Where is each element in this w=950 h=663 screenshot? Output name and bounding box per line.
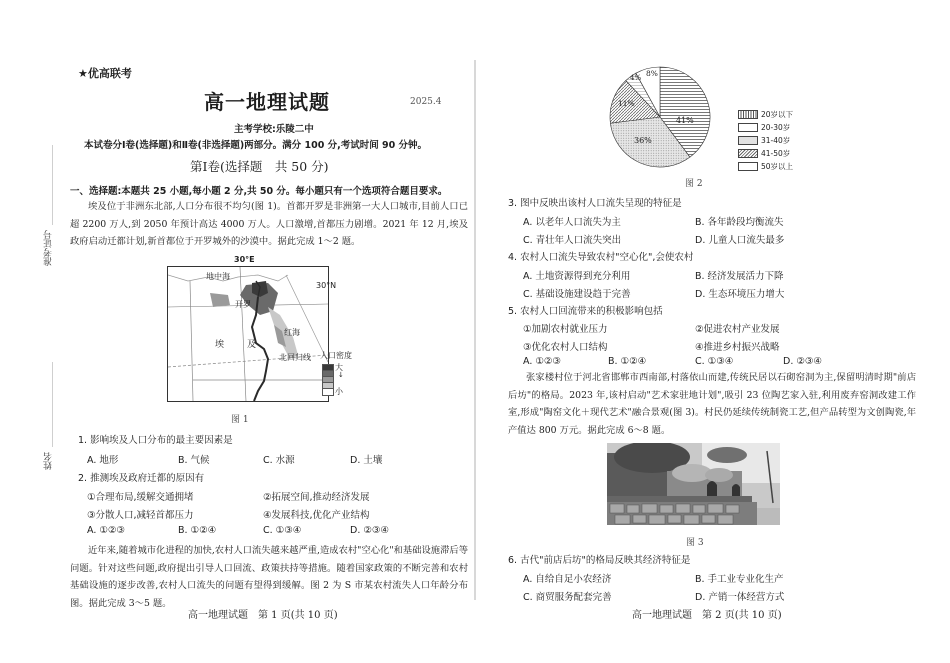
question-2: 2. 推测埃及政府迁都的原因有 xyxy=(78,473,205,484)
slice-label: 8% xyxy=(646,69,658,78)
legend-label: 31-40岁 xyxy=(761,136,791,145)
legend-item xyxy=(738,122,790,133)
legend-item xyxy=(738,109,793,120)
q5-item-4: ④推进乡村振兴战略 xyxy=(695,342,780,353)
q1-option-a[interactable]: A. 地形 xyxy=(87,455,119,466)
q1-option-b[interactable]: B. 气候 xyxy=(178,455,210,466)
map-label-egypt-2: 及 xyxy=(247,340,257,350)
q3-option-b[interactable]: B. 各年龄段均衡流失 xyxy=(695,217,784,228)
legend-swatch xyxy=(738,162,758,171)
q5-item-2: ②促进农村产业发展 xyxy=(695,324,780,335)
map-label-cairo: 开罗 xyxy=(235,300,251,309)
brand-label: ★优高联考 xyxy=(78,67,132,80)
name-label: 姓名 xyxy=(44,452,54,470)
legend-label: 20-30岁 xyxy=(761,123,791,132)
arrow-down-icon: ↓ xyxy=(338,371,344,379)
q4-option-b[interactable]: B. 经济发展活力下降 xyxy=(695,271,784,282)
q2-item-4: ④发展科技,优化产业结构 xyxy=(263,510,370,521)
q3-option-d[interactable]: D. 儿童人口流失最多 xyxy=(695,235,785,246)
slice-label: 11% xyxy=(618,99,635,108)
legend-swatch xyxy=(738,149,758,158)
legend-swatch xyxy=(738,110,758,119)
q2-item-1: ①合理布局,缓解交通拥堵 xyxy=(87,492,194,503)
host-school: 主考学校:乐陵二中 xyxy=(234,124,314,135)
slice-label: 36% xyxy=(634,136,652,145)
exam-intro: 本试卷分Ⅰ卷(选择题)和Ⅱ卷(非选择题)两部分。满分 100 分,考试时间 90 分钟。 xyxy=(84,140,428,151)
instruction: 一、选择题:本题共 25 小题,每小题 2 分,共 50 分。每小题只有一个选项符合题目要求。 xyxy=(70,186,448,197)
legend-low: 小 xyxy=(335,387,343,396)
legend-swatch xyxy=(738,136,758,145)
page-footer-1: 高一地理试题 第 1 页(共 10 页) xyxy=(188,610,338,621)
egypt-map xyxy=(167,266,329,402)
q6-option-b[interactable]: B. 手工业专业化生产 xyxy=(695,574,784,585)
legend-item xyxy=(738,135,790,146)
legend-title: 人口密度 xyxy=(320,351,352,360)
legend-label: 20岁以下 xyxy=(761,110,794,119)
q2-option-b[interactable]: B. ①②④ xyxy=(178,525,217,536)
lon-label: 30°E xyxy=(234,255,255,264)
slice-label: 41% xyxy=(676,116,694,125)
passage-2: 近年来,随着城市化进程的加快,农村人口流失越来越严重,造成农村"空心化"和基础设施滞后等问题。针对这些问题,政府提出引导人口回流、政策扶持等措施。随着国家政策的不断完善和农村基础设施的逐步改善,农村人口流失的问题有望得到缓解。图 2 为 S 市某农村流失人口年龄分布图。据此完成 3～5 题。 xyxy=(70,545,468,609)
q1-option-c[interactable]: C. 水源 xyxy=(263,455,295,466)
q1-option-d[interactable]: D. 土壤 xyxy=(350,455,383,466)
q4-option-a[interactable]: A. 土地资源得到充分利用 xyxy=(523,271,631,282)
passage-3: 张家楼村位于河北省邯郸市西南部,村落依山而建,传统民居以石砌窑洞为主,保留明清时期"前店后坊"的格局。2023 年,该村启动"艺术家驻地计划",吸引 23 位陶艺家入驻,利用废弃窑洞改建工作室,形成"陶窑文化＋现代艺术"融合景观(图 3)。村民仍延续传统制瓷工艺,但产品转型为文创陶瓷,年产值达 800 万元。据此完成 6～8 题。 xyxy=(508,372,916,436)
figure-3-caption: 图 3 xyxy=(686,538,704,548)
q6-option-c[interactable]: C. 商贸服务配套完善 xyxy=(523,592,612,603)
legend-label: 50岁以上 xyxy=(761,162,794,171)
legend-label: 41-50岁 xyxy=(761,149,791,158)
map-label-mediterranean: 地中海 xyxy=(206,272,230,281)
q5-item-1: ①加剧农村就业压力 xyxy=(523,324,608,335)
q2-item-3: ③分散人口,减轻首都压力 xyxy=(87,510,194,521)
kiln-photo-graphic xyxy=(607,443,780,525)
q5-option-a[interactable]: A. ①②③ xyxy=(523,356,561,367)
q2-option-c[interactable]: C. ①③④ xyxy=(263,525,302,536)
q5-option-b[interactable]: B. ①②④ xyxy=(608,356,647,367)
kiln-photo xyxy=(607,443,780,525)
figure-2-caption: 图 2 xyxy=(685,179,703,189)
q2-item-2: ②拓展空间,推动经济发展 xyxy=(263,492,370,503)
q3-option-a[interactable]: A. 以老年人口流失为主 xyxy=(523,217,621,228)
legend-high: 大 xyxy=(335,363,343,372)
binding-line xyxy=(52,362,53,447)
slice-label: 4% xyxy=(630,74,642,82)
map-graphic xyxy=(168,267,328,401)
lat-label: 30°N xyxy=(316,281,337,290)
age-pie-chart xyxy=(605,62,715,172)
exam-date: 2025.4 xyxy=(410,97,442,107)
q5-option-d[interactable]: D. ②③④ xyxy=(783,356,822,367)
legend-swatch xyxy=(738,123,758,132)
pie-graphic xyxy=(605,62,715,172)
q2-option-d[interactable]: D. ②③④ xyxy=(350,525,389,536)
section-title: 第Ⅰ卷(选择题 共 50 分) xyxy=(190,159,329,174)
left-page xyxy=(70,0,470,663)
question-3: 3. 图中反映出该村人口流失呈现的特征是 xyxy=(508,198,682,209)
q6-option-a[interactable]: A. 自给自足小农经济 xyxy=(523,574,612,585)
right-page xyxy=(508,0,918,663)
passage-1: 埃及位于非洲东北部,人口分布很不均匀(图 1)。首都开罗是非洲第一大人口城市,目前人口已超 2200 万人,到 2050 年预计高达 4000 万人。人口激增,首都压力剧增。2021 年 12 月,埃及政府启动迁都计划,新首都位于开罗城外的沙漠中。据此完成 1～2 题。 xyxy=(70,201,468,247)
page-divider xyxy=(474,60,476,600)
q3-option-c[interactable]: C. 青壮年人口流失突出 xyxy=(523,235,622,246)
question-5: 5. 农村人口回流带来的积极影响包括 xyxy=(508,306,663,317)
map-label-red-sea: 红海 xyxy=(284,328,300,337)
question-6: 6. 古代"前店后坊"的格局反映其经济特征是 xyxy=(508,555,691,566)
q2-option-a[interactable]: A. ①②③ xyxy=(87,525,125,536)
question-1: 1. 影响埃及人口分布的最主要因素是 xyxy=(78,435,233,446)
exam-id-label: 准考证号 xyxy=(44,230,54,266)
page-title: 高一地理试题 xyxy=(204,90,330,114)
legend-item xyxy=(738,161,793,172)
q4-option-d[interactable]: D. 生态环境压力增大 xyxy=(695,289,785,300)
q5-option-c[interactable]: C. ①③④ xyxy=(695,356,734,367)
q6-option-d[interactable]: D. 产销一体经营方式 xyxy=(695,592,785,603)
figure-1-caption: 图 1 xyxy=(231,415,249,425)
q4-option-c[interactable]: C. 基础设施建设趋于完善 xyxy=(523,289,631,300)
binding-line xyxy=(52,145,53,225)
page-footer-2: 高一地理试题 第 2 页(共 10 页) xyxy=(632,610,782,621)
legend-item xyxy=(738,148,790,159)
q5-item-3: ③优化农村人口结构 xyxy=(523,342,608,353)
question-4: 4. 农村人口流失导致农村"空心化",会使农村 xyxy=(508,252,694,263)
map-label-tropic: 北回归线 xyxy=(279,353,311,362)
map-label-egypt-1: 埃 xyxy=(215,340,225,350)
legend-swatch xyxy=(322,388,334,396)
